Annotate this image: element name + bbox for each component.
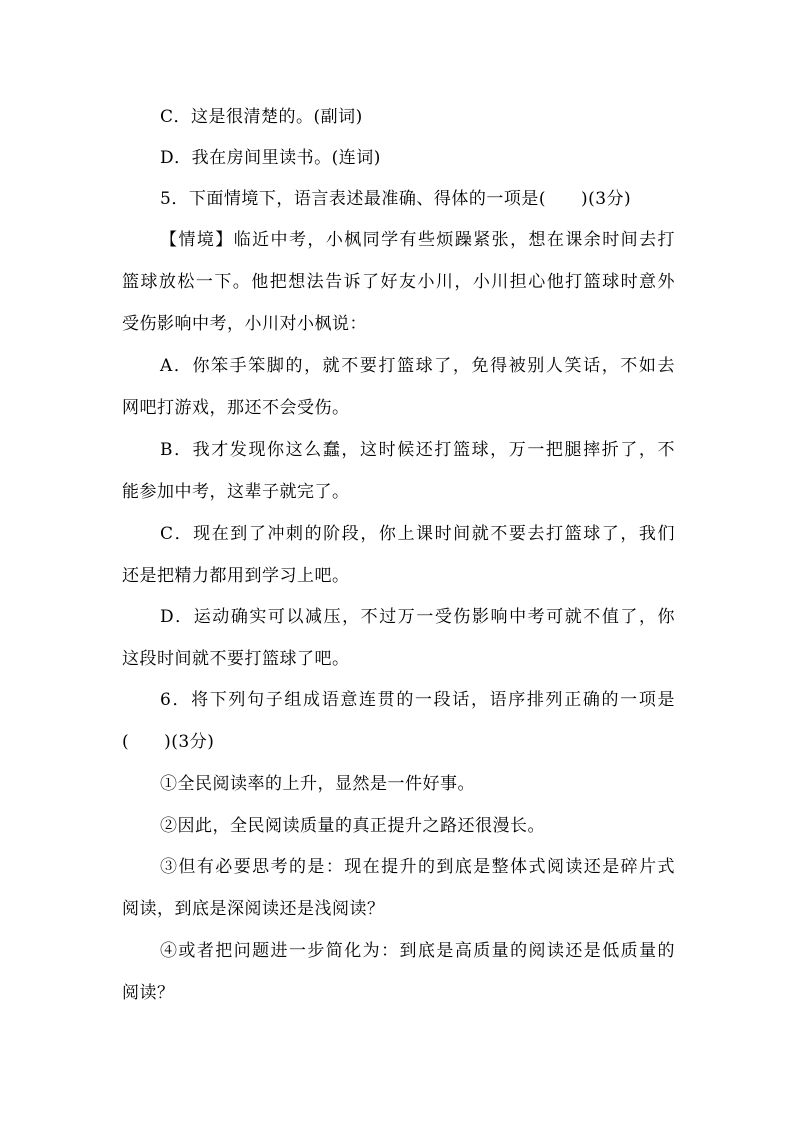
- option-c2-line-2: 还是把精力都用到学习上吧。: [122, 566, 350, 586]
- option-d2-line-2: 这段时间就不要打篮球了吧。: [122, 649, 350, 669]
- sentence-3-line-2: 阅读，到底是深阅读还是浅阅读？: [122, 899, 385, 919]
- situation-line-1: 【情境】临近中考，小枫同学有些烦躁紧张，想在课余时间去打: [160, 230, 675, 250]
- sentence-3-line-1: ③但有必要思考的是：现在提升的到底是整体式阅读还是碎片式: [160, 857, 675, 877]
- option-b-line-2: 能参加中考，这辈子就完了。: [122, 482, 350, 502]
- option-b-line-1: B．我才发现你这么蠢，这时候还打篮球，万一把腿摔折了，不: [160, 440, 675, 460]
- question-6-stem-line-2: ( )(3分): [122, 732, 215, 752]
- situation-line-3: 受伤影响中考，小川对小枫说：: [122, 314, 367, 334]
- sentence-2: ②因此，全民阅读质量的真正提升之路还很漫长。: [160, 816, 545, 836]
- question-5-stem: 5．下面情境下，语言表述最准确、得体的一项是( )(3分): [160, 189, 632, 209]
- option-a-line-1: A．你笨手笨脚的，就不要打篮球了，免得被别人笑话，不如去: [160, 356, 675, 376]
- option-d-line: D．我在房间里读书。(连词): [160, 148, 381, 168]
- option-c-line: C．这是很清楚的。(副词): [160, 107, 363, 127]
- question-6-stem-line-1: 6．将下列句子组成语意连贯的一段话，语序排列正确的一项是: [160, 690, 675, 710]
- option-c2-line-1: C．现在到了冲刺的阶段，你上课时间就不要去打篮球了，我们: [160, 524, 675, 544]
- sentence-4-line-2: 阅读？: [122, 983, 175, 1003]
- sentence-1: ①全民阅读率的上升，显然是一件好事。: [160, 774, 475, 794]
- option-a-line-2: 网吧打游戏，那还不会受伤。: [122, 398, 350, 418]
- sentence-4-line-1: ④或者把问题进一步简化为：到底是高质量的阅读还是低质量的: [160, 941, 675, 961]
- situation-line-2: 篮球放松一下。他把想法告诉了好友小川，小川担心他打篮球时意外: [122, 272, 675, 292]
- option-d2-line-1: D．运动确实可以减压，不过万一受伤影响中考可就不值了，你: [160, 607, 675, 627]
